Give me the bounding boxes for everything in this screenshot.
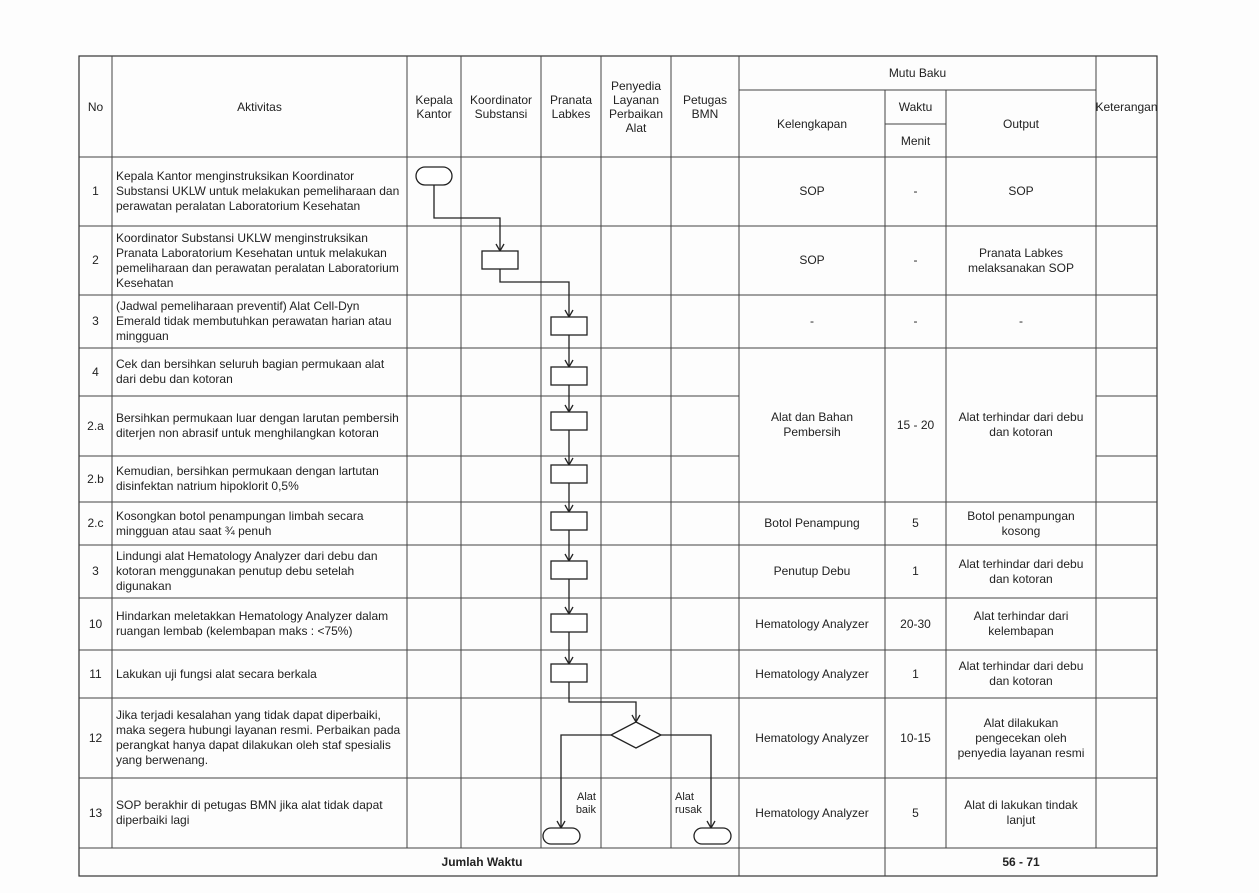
row-kelengkapan: SOP: [799, 184, 825, 198]
header-aktivitas: Aktivitas: [237, 99, 282, 114]
row-output: Pranata Labkes melaksanakan SOP: [967, 245, 1075, 275]
row-activity: Jika terjadi kesalahan yang tidak dapat diperbaiki, maka segera hubungi layanan resmi. Perbaikan pada perangkat hanya dapat dilakukan oleh staf spesialis yang berwenang.: [116, 708, 401, 767]
flow-label-alat-baik: Alat baik: [575, 791, 596, 816]
row-kelengkapan: Hematology Analyzer: [755, 666, 869, 681]
row-kelengkapan: Hematology Analyzer: [755, 616, 869, 631]
row-waktu: 10-15: [900, 730, 931, 745]
footer-jumlah-waktu-label: Jumlah Waktu: [441, 854, 523, 869]
row-output: Alat terhindar dari debu dan kotoran: [958, 659, 1084, 688]
row-output: Alat terhindar dari kelembapan: [973, 609, 1069, 638]
row-output: Alat di lakukan tindak lanjut: [964, 798, 1078, 827]
header-output: Output: [1002, 116, 1040, 131]
row-activity: Kosongkan botol penampungan limbah secara mingguan atau saat ¾ penuh: [116, 508, 364, 538]
row-activity: Kemudian, bersihkan permukaan dengan lartutan disinfektan natrium hipoklorit 0,5%: [116, 464, 379, 493]
row-number: 2.c: [87, 516, 104, 530]
header-mutu-baku: Mutu Baku: [888, 66, 947, 80]
row-activity: Lakukan uji fungsi alat secara berkala: [116, 666, 317, 681]
header-koordinator-substansi: Koordinator Substansi: [469, 92, 533, 121]
row-number: 13: [88, 805, 103, 820]
row-activity: Kepala Kantor menginstruksikan Koordinator Substansi UKLW untuk melakukan pemeliharaan dan perawatan peralatan Laboratorium Kesehatan: [116, 169, 400, 213]
row-output: -: [1019, 314, 1023, 328]
row-kelengkapan: Hematology Analyzer: [755, 730, 869, 745]
row-number: 12: [88, 730, 103, 745]
row-waktu: 1: [912, 666, 919, 681]
header-no: No: [87, 99, 104, 114]
row-waktu: -: [913, 314, 918, 328]
row-number: 10: [88, 616, 103, 631]
row-output: Alat terhindar dari debu dan kotoran: [958, 556, 1084, 586]
header-petugas-bmn: Petugas BMN: [682, 92, 728, 121]
row-waktu: -: [913, 253, 918, 267]
row-kelengkapan: Penutup Debu: [773, 564, 851, 578]
row-output: SOP: [1008, 184, 1034, 198]
row-activity: Cek dan bersihkan seluruh bagian permukaan alat dari debu dan kotoran: [116, 357, 385, 386]
row-waktu: -: [913, 184, 918, 198]
row-number: 11: [89, 666, 102, 681]
row-waktu: 5: [912, 805, 919, 820]
row-kelengkapan: Botol Penampung: [764, 516, 860, 530]
merged-kelengkapan: Alat dan Bahan Pembersih: [770, 410, 854, 439]
header-penyedia-layanan: Penyedia Layanan Perbaikan Alat: [608, 78, 664, 135]
row-number: 3: [92, 564, 99, 578]
header-waktu: Waktu: [898, 100, 933, 114]
row-number: 1: [92, 184, 99, 198]
row-activity: SOP berakhir di petugas BMN jika alat tidak dapat diperbaiki lagi: [116, 798, 383, 827]
row-waktu: 20-30: [900, 616, 931, 631]
row-kelengkapan: Hematology Analyzer: [755, 805, 869, 820]
flow-label-alat-rusak: Alat rusak: [675, 791, 702, 816]
row-activity: Koordinator Substansi UKLW menginstruksikan Pranata Laboratorium Kesehatan untuk melakukan pemeliharaan dan perawatan peralatan Laboratorium Kesehatan: [116, 230, 399, 290]
row-number: 4: [92, 364, 99, 379]
row-number: 3: [92, 314, 99, 328]
row-output: Alat dilakukan pengecekan oleh penyedia layanan resmi: [957, 715, 1085, 760]
header-menit: Menit: [900, 133, 931, 148]
row-number: 2: [92, 253, 99, 267]
row-kelengkapan: -: [810, 314, 814, 328]
footer-total-time: 56 - 71: [1002, 854, 1040, 869]
header-kepala-kantor: Kepala Kantor: [415, 92, 453, 121]
merged-output: Alat terhindar dari debu dan kotoran: [958, 410, 1084, 439]
row-activity: Hindarkan meletakkan Hematology Analyzer dalam ruangan lembab (kelembapan maks : <75%): [116, 609, 389, 638]
header-kelengkapan: Kelengkapan: [776, 116, 848, 131]
merged-waktu: 15 - 20: [896, 417, 935, 432]
row-activity: (Jadwal pemeliharaan preventif) Alat Cell-Dyn Emerald tidak membutuhkan perawatan harian atau mingguan: [116, 299, 392, 343]
row-number: 2.b: [87, 471, 104, 486]
row-waktu: 5: [912, 516, 919, 530]
row-output: Botol penampungan kosong: [967, 508, 1075, 538]
row-activity: Lindungi alat Hematology Analyzer dari debu dan kotoran menggunakan penutup debu setelah digunakan: [116, 549, 378, 593]
row-activity: Bersihkan permukaan luar dengan larutan pembersih diterjen non abrasif untuk menghilangkan kotoran: [116, 411, 399, 440]
row-kelengkapan: SOP: [799, 253, 825, 267]
row-number: 2.a: [87, 418, 104, 433]
header-pranata-labkes: Pranata Labkes: [549, 92, 593, 121]
row-waktu: 1: [912, 564, 919, 578]
header-keterangan: Keterangan: [1095, 99, 1158, 114]
